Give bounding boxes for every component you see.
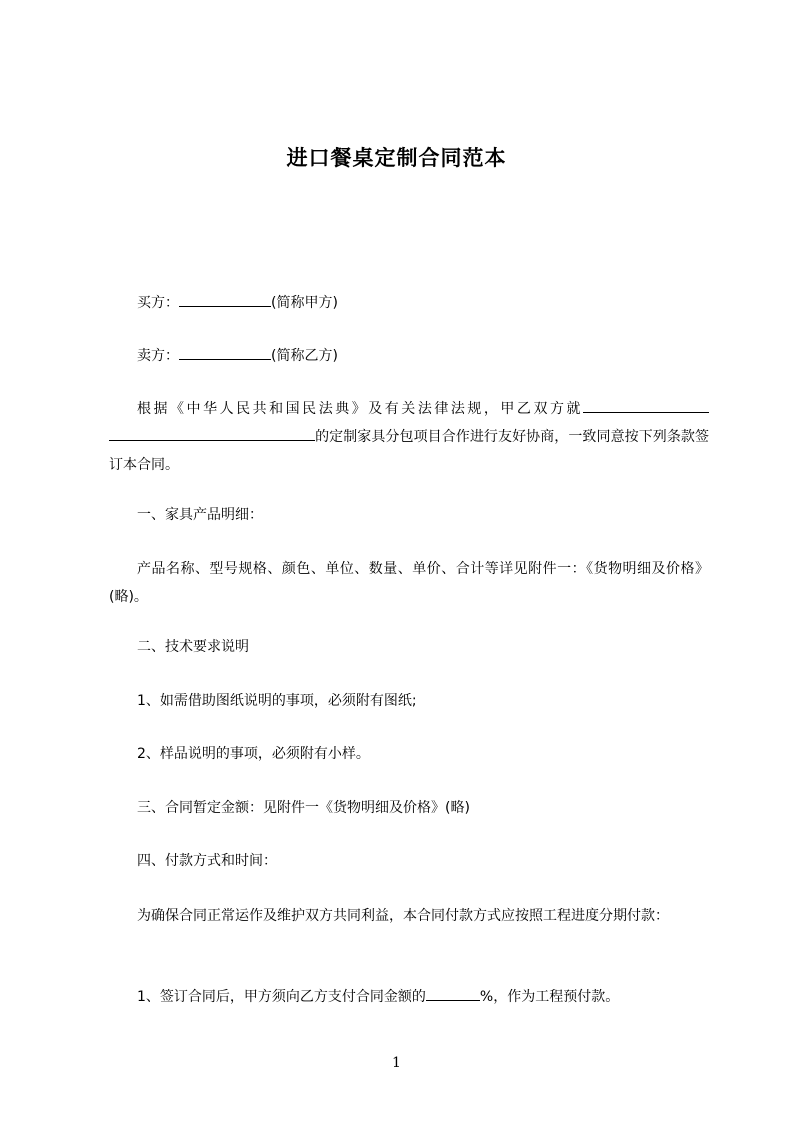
section1-body: 产品名称、型号规格、颜色、单位、数量、单价、合计等详见附件一：《货物明细及价格》(略)。 bbox=[109, 561, 709, 605]
document-title: 进口餐桌定制合同范本 bbox=[286, 146, 507, 170]
seller-line bbox=[137, 345, 338, 365]
buyer-blank bbox=[179, 292, 271, 307]
project-blank-2 bbox=[109, 426, 315, 441]
intro-paragraph bbox=[109, 395, 709, 479]
percentage-blank bbox=[426, 986, 480, 1001]
buyer-label: 买方： bbox=[137, 295, 179, 311]
page-number: 1 bbox=[392, 1055, 401, 1071]
seller-blank bbox=[179, 345, 271, 360]
section1-heading: 一、家具产品明细： bbox=[137, 507, 263, 523]
project-blank-1 bbox=[583, 398, 709, 413]
section4-item1-text-2: %，作为工程预付款。 bbox=[479, 989, 620, 1005]
section3-heading: 三、合同暂定金额：见附件一《货物明细及价格》(略) bbox=[137, 800, 470, 816]
section2-item1: 1、如需借助图纸说明的事项，必须附有图纸; bbox=[137, 693, 417, 709]
section4-body: 为确保合同正常运作及维护双方共同利益，本合同付款方式应按照工程进度分期付款： bbox=[137, 908, 669, 924]
intro-text-1: 根据《中华人民共和国民法典》及有关法律法规，甲乙双方就 bbox=[137, 401, 583, 417]
section4-heading: 四、付款方式和时间： bbox=[137, 853, 277, 869]
section4-item1-text-1: 1、签订合同后，甲方须向乙方支付合同金额的 bbox=[137, 989, 426, 1005]
buyer-line bbox=[137, 292, 338, 312]
section2-item2: 2、样品说明的事项，必须附有小样。 bbox=[137, 746, 370, 762]
section4-item1 bbox=[137, 986, 619, 1006]
seller-label: 卖方： bbox=[137, 348, 179, 364]
seller-suffix: (简称乙方) bbox=[271, 348, 338, 364]
section2-heading: 二、技术要求说明 bbox=[137, 639, 249, 655]
buyer-suffix: (简称甲方) bbox=[271, 295, 338, 311]
intro-text-2: 的定制家具分包项目合作进行友好协商，一致同意按下列条款签订本合同。 bbox=[109, 429, 709, 473]
